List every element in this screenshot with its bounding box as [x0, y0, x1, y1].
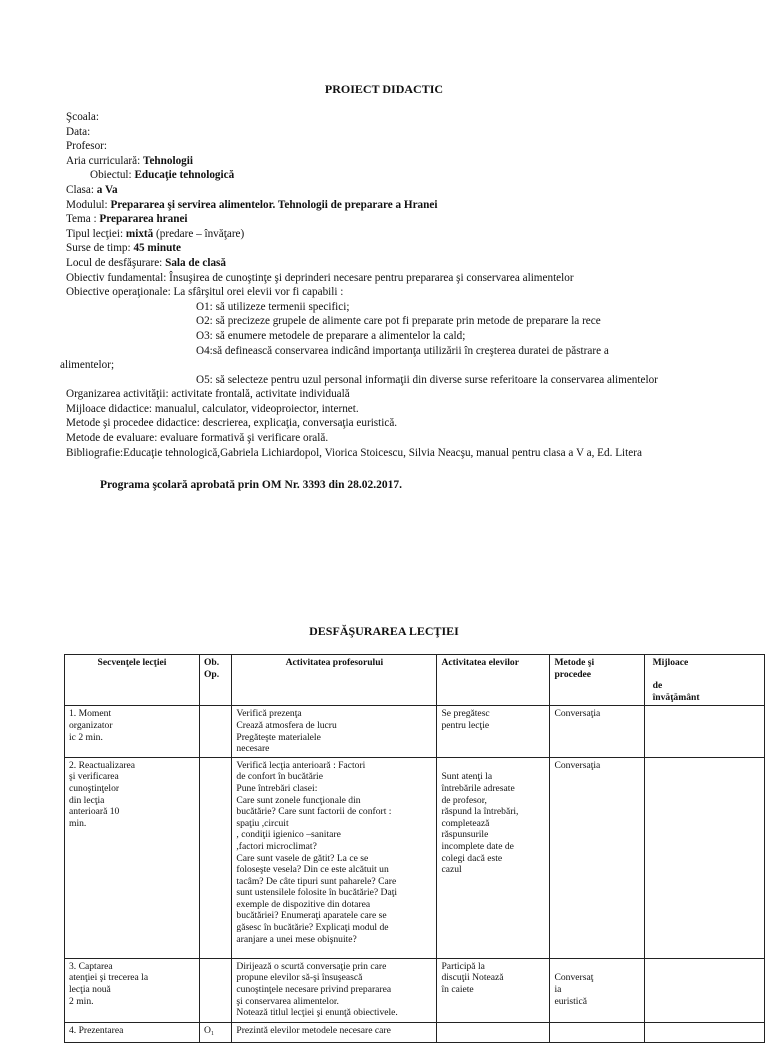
objective-o2: O2: să precizeze grupele de alimente care pot fi preparate prin metode de preparare la rece	[196, 315, 601, 328]
table-row	[65, 757, 765, 958]
cell-metode	[550, 1022, 644, 1042]
cell-activitatea-profesorului: Prezintă elevilor metodele necesare care	[232, 1022, 437, 1042]
aria-value: Tehnologii	[143, 154, 193, 167]
field-bibliografie: Bibliografie:Educaţie tehnologică,Gabriela Lichiardopol, Viorica Stoicescu, Silvia Neacşu, manual pentru clasa a V a, Ed. Litera	[66, 446, 642, 459]
lesson-info	[60, 110, 746, 460]
cell-secventa: 4. Prezentarea	[65, 1022, 200, 1042]
cell-secventa: 1. Moment organizator ic 2 min.	[65, 706, 200, 757]
field-organizarea: Organizarea activităţii: activitate frontală, activitate individuală	[66, 388, 350, 401]
objective-o5: O5: să selecteze pentru uzul personal informaţii din diverse surse referitoare la conservarea alimentelor	[196, 373, 658, 386]
table-row	[65, 958, 765, 1022]
section-title: DESFĂŞURAREA LECŢIEI	[309, 624, 459, 638]
cell-ob-op	[199, 757, 231, 958]
tip-label: Tipul lecţiei:	[66, 227, 124, 240]
header-mijloace: Mijloace de învăţământ	[644, 655, 764, 706]
cell-mijloace	[644, 958, 764, 1022]
obiect-value: Educaţie tehnologică	[134, 169, 235, 182]
cell-activitatea-profesorului: Dirijează o scurtă conversaţie prin care propune elevilor să-şi însuşească cunoştinţele necesare privind prepararea şi conservarea alimentelor. Notează titlul lecţiei şi enunţă obiectivele.	[232, 958, 437, 1022]
tip-rest: (predare – învăţare)	[156, 227, 245, 240]
cell-metode: Conversaţia	[550, 706, 644, 757]
tema-value: Prepararea hranei	[99, 213, 188, 226]
cell-metode: Conversaţ ia euristică	[550, 958, 644, 1022]
cell-mijloace	[644, 1022, 764, 1042]
cell-activitatea-elevilor: Se pregătesc pentru lecţie	[437, 706, 550, 757]
field-aria	[66, 154, 746, 169]
cell-activitatea-elevilor	[437, 1022, 550, 1042]
field-profesor: Profesor:	[66, 140, 108, 153]
field-loc	[66, 256, 746, 271]
field-metode: Metode şi procedee didactice: descrierea, explicaţia, conversaţia euristică.	[66, 417, 398, 430]
tip-value: mixtă	[125, 227, 154, 240]
header-ob-op: Ob. Op.	[199, 655, 231, 706]
cell-activitatea-elevilor: Sunt atenţi la întrebările adresate de profesor, răspund la întrebări, completează răspunsurile incomplete date de colegi dacă este cazul	[437, 757, 550, 958]
field-tema	[66, 212, 746, 227]
cell-secventa: 2. Reactualizarea şi verificarea cunoştinţelor din lecţia anterioară 10 min.	[65, 757, 200, 958]
tema-label: Tema :	[66, 213, 97, 226]
objective-o4-continuation: alimentelor;	[60, 359, 115, 372]
aria-label: Aria curriculară:	[66, 154, 141, 167]
cell-mijloace	[644, 706, 764, 757]
table-header-row	[65, 655, 765, 706]
field-tip	[66, 227, 746, 242]
field-mijloace: Mijloace didactice: manualul, calculator, videoproiector, internet.	[66, 402, 359, 415]
field-obiectul	[66, 168, 746, 183]
field-obiectiv-fundamental: Obiectiv fundamental: Însuşirea de cunoştinţe şi deprinderi necesare pentru prepararea şi conservarea alimentelor	[66, 271, 574, 284]
obiect-label: Obiectul:	[90, 169, 132, 182]
field-clasa	[66, 183, 746, 198]
clasa-label: Clasa:	[66, 183, 94, 196]
cell-mijloace	[644, 757, 764, 958]
table-row	[65, 706, 765, 757]
modul-value: Prepararea şi servirea alimentelor. Tehnologii de preparare a Hranei	[110, 198, 438, 211]
timp-value: 45 minute	[133, 242, 181, 255]
loc-value: Sala de clasă	[165, 256, 227, 269]
field-data: Data:	[66, 125, 91, 138]
field-timp	[66, 241, 746, 256]
lesson-table	[64, 654, 765, 1043]
header-activitatea-profesorului: Activitatea profesorului	[232, 655, 437, 706]
modul-label: Modulul:	[66, 198, 108, 211]
programa-scolara: Programa şcolară aprobată prin OM Nr. 3393 din 28.02.2017.	[100, 479, 402, 491]
field-scoala: Şcoala:	[66, 111, 99, 123]
loc-label: Locul de desfăşurare:	[66, 256, 163, 269]
field-modul	[66, 198, 746, 213]
cell-secventa: 3. Captarea atenţiei şi trecerea la lecţia nouă 2 min.	[65, 958, 200, 1022]
header-metode: Metode şi procedee	[550, 655, 644, 706]
objective-o1: O1: să utilizeze termenii specifici;	[196, 300, 350, 313]
cell-activitatea-elevilor: Participă la discuţii Notează în caiete	[437, 958, 550, 1022]
field-evaluare: Metode de evaluare: evaluare formativă şi verificare orală.	[66, 432, 329, 445]
cell-ob-op	[199, 958, 231, 1022]
objective-o4: O4:să definească conservarea indicând importanţa utilizării în creşterea duratei de păstrare a	[196, 344, 609, 357]
timp-label: Surse de timp:	[66, 242, 131, 255]
document-title: PROIECT DIDACTIC	[324, 82, 444, 96]
header-secventele: Secvenţele lecţiei	[65, 655, 200, 706]
objective-o3: O3: să enumere metodele de preparare a alimentelor la cald;	[196, 329, 466, 342]
cell-activitatea-profesorului: Verifică prezenţa Crează atmosfera de lucru Pregăteşte materialele necesare	[232, 706, 437, 757]
cell-activitatea-profesorului: Verifică lecţia anterioară : Factori de confort în bucătărie Pune întrebări clasei: Care sunt zonele funcţionale din bucătărie? Care sunt factorii de confort : spaţiu ,circuit , condiţii igienico –sanitare ,factori microclimat? Care sunt vasele de gătit? La ce se foloseşte vesela? Din ce este alcătuit un tacâm? De câte tipuri sunt paharele? Care sunt ustensilele folosite în bucătărie? Daţi exemple de dispozitive din dotarea bucătăriei? Enumeraţi aparatele care se găsesc în bucătărie? Explicaţi modul de aranjare a unei mese obişnuite?	[232, 757, 437, 958]
table-row	[65, 1022, 765, 1042]
cell-metode: Conversaţia	[550, 757, 644, 958]
cell-ob-op: O₁	[199, 1022, 231, 1042]
header-activitatea-elevilor: Activitatea elevilor	[437, 655, 550, 706]
clasa-value: a Va	[96, 183, 118, 196]
cell-ob-op	[199, 706, 231, 757]
field-obiective-operationale: Obiective operaţionale: La sfârşitul orei elevii vor fi capabili :	[66, 286, 344, 299]
